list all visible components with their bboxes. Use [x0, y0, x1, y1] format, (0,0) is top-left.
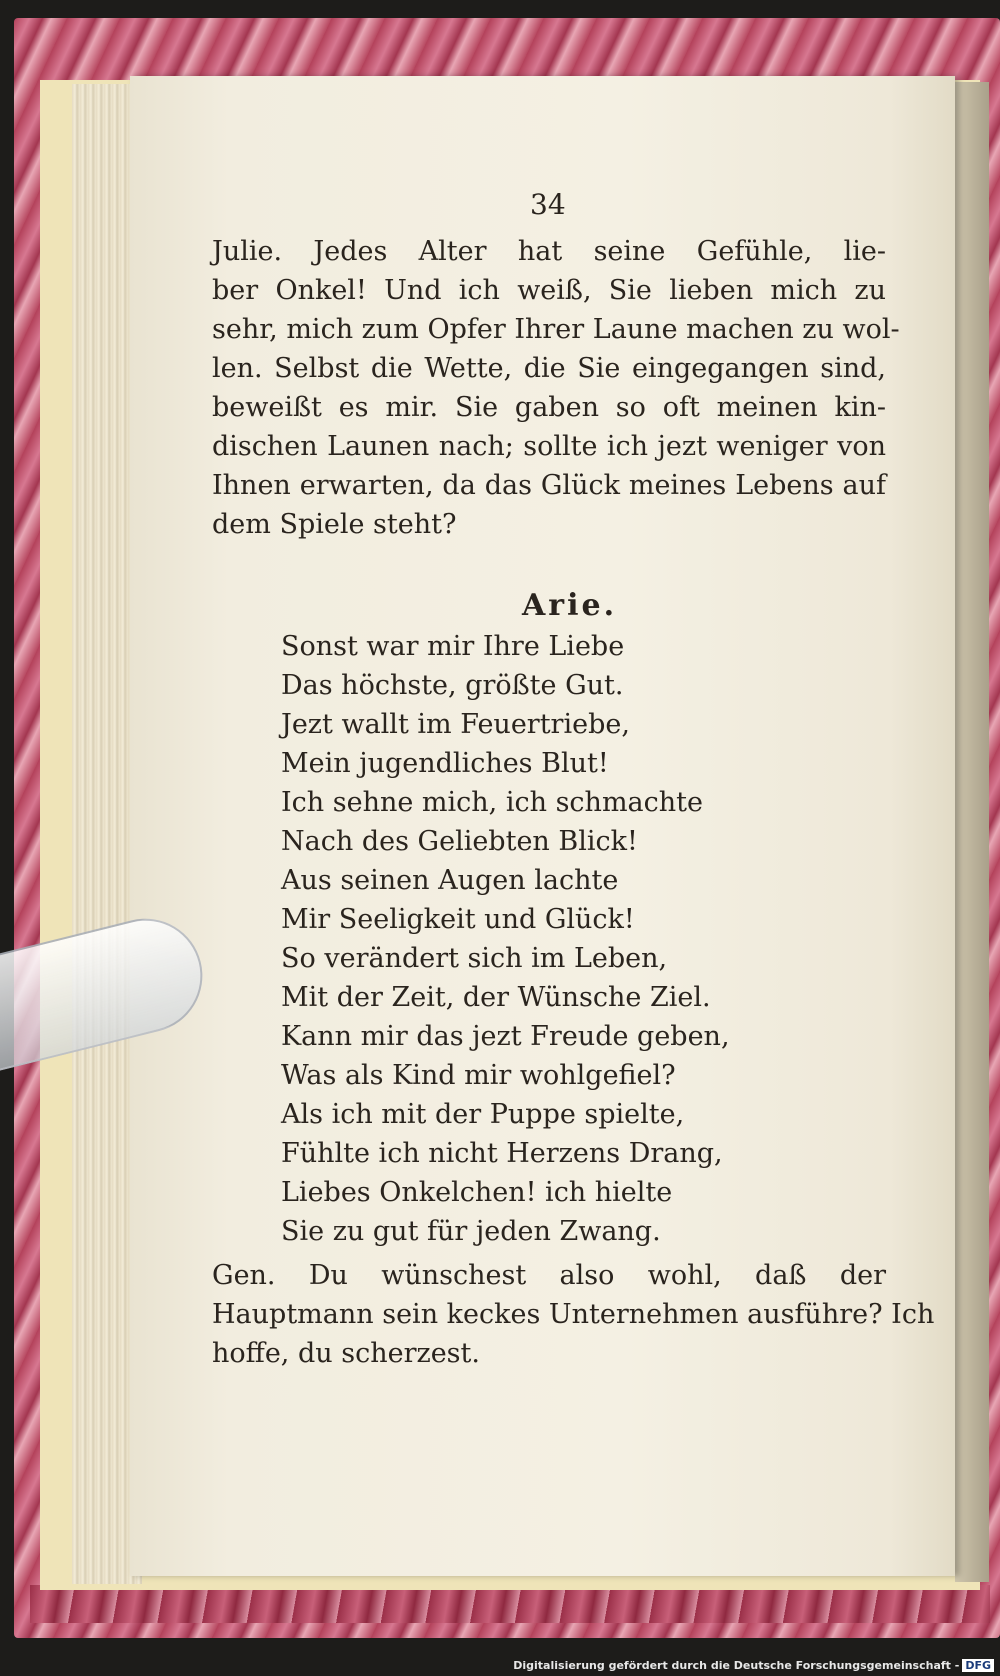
- text-line: dischen Launen nach; sollte ich jezt weniger von: [212, 431, 886, 462]
- page-number: 34: [530, 188, 566, 221]
- verse-line: Kann mir das jezt Freude geben,: [281, 1021, 730, 1052]
- verse-line: Mein jugendliches Blut!: [281, 748, 609, 779]
- verse-line: Das höchste, größte Gut.: [281, 670, 624, 701]
- verse-line: Jezt wallt im Feuertriebe,: [281, 709, 630, 740]
- text-line: Julie. Jedes Alter hat seine Gefühle, lie-: [212, 236, 886, 267]
- text-line: hoffe, du scherzest.: [212, 1338, 480, 1369]
- verse-line: Als ich mit der Puppe spielte,: [281, 1099, 685, 1130]
- footer-text: Digitalisierung gefördert durch die Deutsche Forschungsgemeinschaft -: [513, 1659, 960, 1672]
- text-line: beweißt es mir. Sie gaben so oft meinen kin-: [212, 392, 886, 423]
- verse-line: Sonst war mir Ihre Liebe: [281, 631, 625, 662]
- arie-heading: Arie.: [522, 588, 618, 623]
- text-line: ber Onkel! Und ich weiß, Sie lieben mich zu: [212, 275, 886, 306]
- verse-line: Fühlte ich nicht Herzens Drang,: [281, 1138, 723, 1169]
- verse-line: Liebes Onkelchen! ich hielte: [281, 1177, 673, 1208]
- verse-line: Mit der Zeit, der Wünsche Ziel.: [281, 982, 711, 1013]
- dfg-logo: DFG: [962, 1659, 994, 1672]
- verse-line: So verändert sich im Leben,: [281, 943, 668, 974]
- digitization-footer: [513, 1659, 994, 1672]
- text-line: Ihnen erwarten, da das Glück meines Lebens auf: [212, 470, 886, 501]
- text-line: Hauptmann sein keckes Unternehmen ausführe? Ich: [212, 1299, 935, 1330]
- verse-line: Mir Seeligkeit und Glück!: [281, 904, 635, 935]
- verse-line: Ich sehne mich, ich schmachte: [281, 787, 703, 818]
- text-line: len. Selbst die Wette, die Sie eingegangen sind,: [212, 353, 886, 384]
- verse-line: Sie zu gut für jeden Zwang.: [281, 1216, 661, 1247]
- text-line: sehr, mich zum Opfer Ihrer Laune machen zu wol-: [212, 314, 900, 345]
- verse-line: Aus seinen Augen lachte: [281, 865, 619, 896]
- text-line: dem Spiele steht?: [212, 509, 457, 540]
- verse-line: Nach des Geliebten Blick!: [281, 826, 638, 857]
- verse-line: Was als Kind mir wohlgefiel?: [281, 1060, 676, 1091]
- text-line: Gen. Du wünschest also wohl, daß der: [212, 1260, 886, 1291]
